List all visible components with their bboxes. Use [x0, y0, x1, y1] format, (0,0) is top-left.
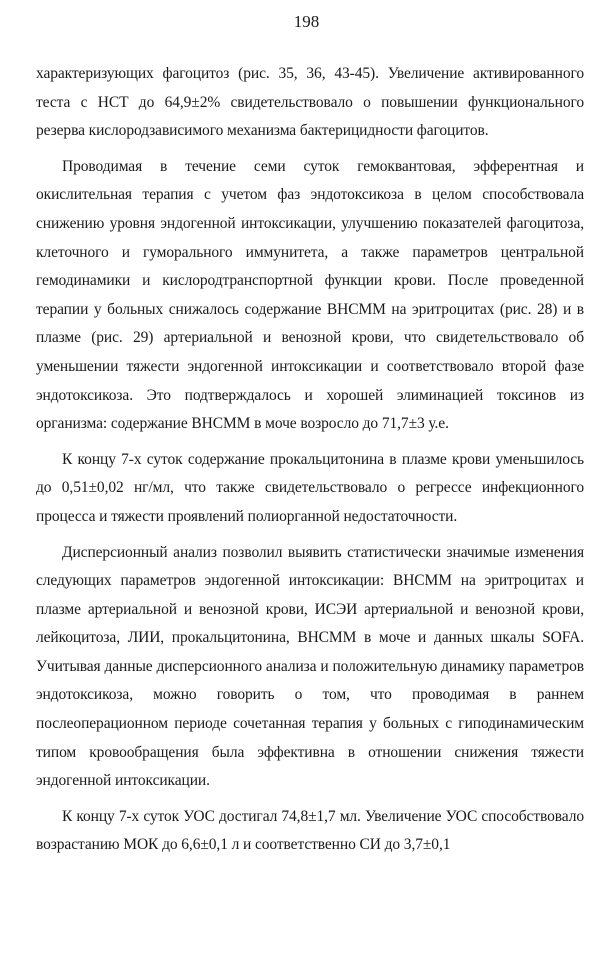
paragraph-4: Дисперсионный анализ позволил выявить статистически значимые изменения следующих параметров эндогенной интоксикации: ВНСММ на эритроцитах и плазме артериальной и венозной крови, ИСЭИ артериальной и венозной крови, лейкоцитоза, ЛИИ, прокальцитонина, ВНСММ в моче и данных шкалы SOFA. Учитывая данные дисперсионного анализа и положительную динамику параметров эндотоксикоза, можно говорить о том, что проводимая в раннем послеоперационном периоде сочетанная терапия у больных с гиподинамическим типом кровообращения была эффективна в отношении снижения тяжести эндогенной интоксикации. — [36, 543, 584, 790]
paragraph-3: К концу 7-х суток содержание прокальцитонина в плазме крови уменьшилось до 0,51±0,02 нг/мл, что также свидетельствовало о регрессе инфекционного процесса и тяжести проявлений полиорганной недостаточности. — [36, 450, 584, 525]
body-text — [36, 60, 584, 860]
paragraph-2: Проводимая в течение семи суток гемоквантовая, эфферентная и окислительная терапия с учетом фаз эндотоксикоза в целом способствовала снижению уровня эндогенной интоксикации, улучшению показателей фагоцитоза, клеточного и гуморального иммунитета, а также параметров центральной гемодинамики и кислородтранспортной функции крови. После проведенной терапии у больных снижалось содержание ВНСММ на эритроцитах (рис. 28) и в плазме (рис. 29) артериальной и венозной крови, что свидетельствовало об уменьшении тяжести эндогенной интоксикации и соответствовало второй фазе эндотоксикоза. Это подтверждалось и хорошей элиминацией токсинов из организма: содержание ВНСММ в моче возросло до 71,7±3 у.е. — [36, 157, 584, 433]
page-number: 198 — [293, 12, 320, 31]
paragraph-1: характеризующих фагоцитоз (рис. 35, 36, 43-45). Увеличение активированного теста с НСТ до 64,9±2% свидетельствовало о повышении функционального резерва кислородзависимого механизма бактерицидности фагоцитов. — [36, 65, 584, 140]
paragraph-5: К концу 7-х суток УОС достигал 74,8±1,7 мл. Увеличение УОС способствовало возрастанию МОК до 6,6±0,1 л и соответственно СИ до 3,7±0,1 — [36, 807, 584, 854]
